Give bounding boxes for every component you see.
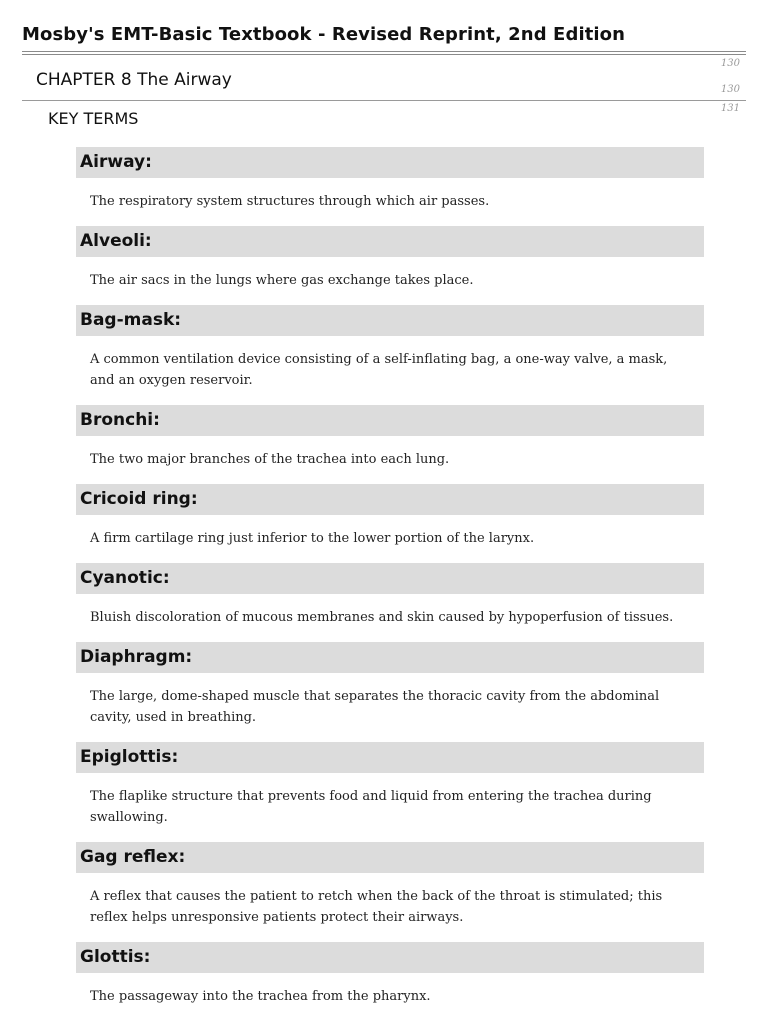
term-entry	[76, 305, 704, 405]
term-heading: Bag-mask:	[76, 305, 704, 336]
term-entry	[76, 484, 704, 563]
term-entry	[76, 842, 704, 942]
term-definition: The flaplike structure that prevents food and liquid from entering the trachea during swallowing.	[90, 789, 652, 825]
term-definition: The respiratory system structures through which air passes.	[90, 194, 490, 209]
term-heading: Bronchi:	[76, 405, 704, 436]
term-heading: Diaphragm:	[76, 642, 704, 673]
term-heading: Gag reflex:	[76, 842, 704, 873]
term-entry	[76, 742, 704, 842]
term-definition: A firm cartilage ring just inferior to the lower portion of the larynx.	[90, 531, 535, 546]
term-definition: Bluish discoloration of mucous membranes and skin caused by hypoperfusion of tissues.	[90, 610, 674, 625]
term-entry	[76, 147, 704, 226]
chapter-rule	[22, 100, 746, 101]
term-heading: Cyanotic:	[76, 563, 704, 594]
term-definition: A reflex that causes the patient to retch when the back of the throat is stimulated; this reflex helps unresponsive patients protect their airways.	[90, 889, 663, 925]
term-entry	[76, 942, 704, 1021]
section-title: KEY TERMS	[48, 109, 139, 128]
term-heading: Cricoid ring:	[76, 484, 704, 515]
key-terms-list	[76, 147, 704, 1021]
term-heading: Glottis:	[76, 942, 704, 973]
term-entry	[76, 642, 704, 742]
term-definition: The large, dome-shaped muscle that separates the thoracic cavity from the abdominal cavity, used in breathing.	[90, 689, 660, 725]
page-number: 130	[720, 58, 740, 69]
term-definition: A common ventilation device consisting of a self-inflating bag, a one-way valve, a mask, and an oxygen reservoir.	[90, 352, 668, 388]
term-heading: Epiglottis:	[76, 742, 704, 773]
term-definition: The passageway into the trachea from the pharynx.	[90, 989, 431, 1004]
term-definition: The two major branches of the trachea into each lung.	[90, 452, 450, 467]
book-title: Mosby's EMT-Basic Textbook - Revised Reprint, 2nd Edition	[22, 24, 626, 45]
term-definition: The air sacs in the lungs where gas exchange takes place.	[90, 273, 474, 288]
page-number: 130	[720, 84, 740, 95]
term-entry	[76, 563, 704, 642]
term-heading: Alveoli:	[76, 226, 704, 257]
term-entry	[76, 405, 704, 484]
page-number: 131	[720, 103, 740, 114]
header-double-rule	[22, 51, 746, 55]
term-entry	[76, 226, 704, 305]
term-heading: Airway:	[76, 147, 704, 178]
chapter-title: CHAPTER 8 The Airway	[36, 70, 232, 90]
